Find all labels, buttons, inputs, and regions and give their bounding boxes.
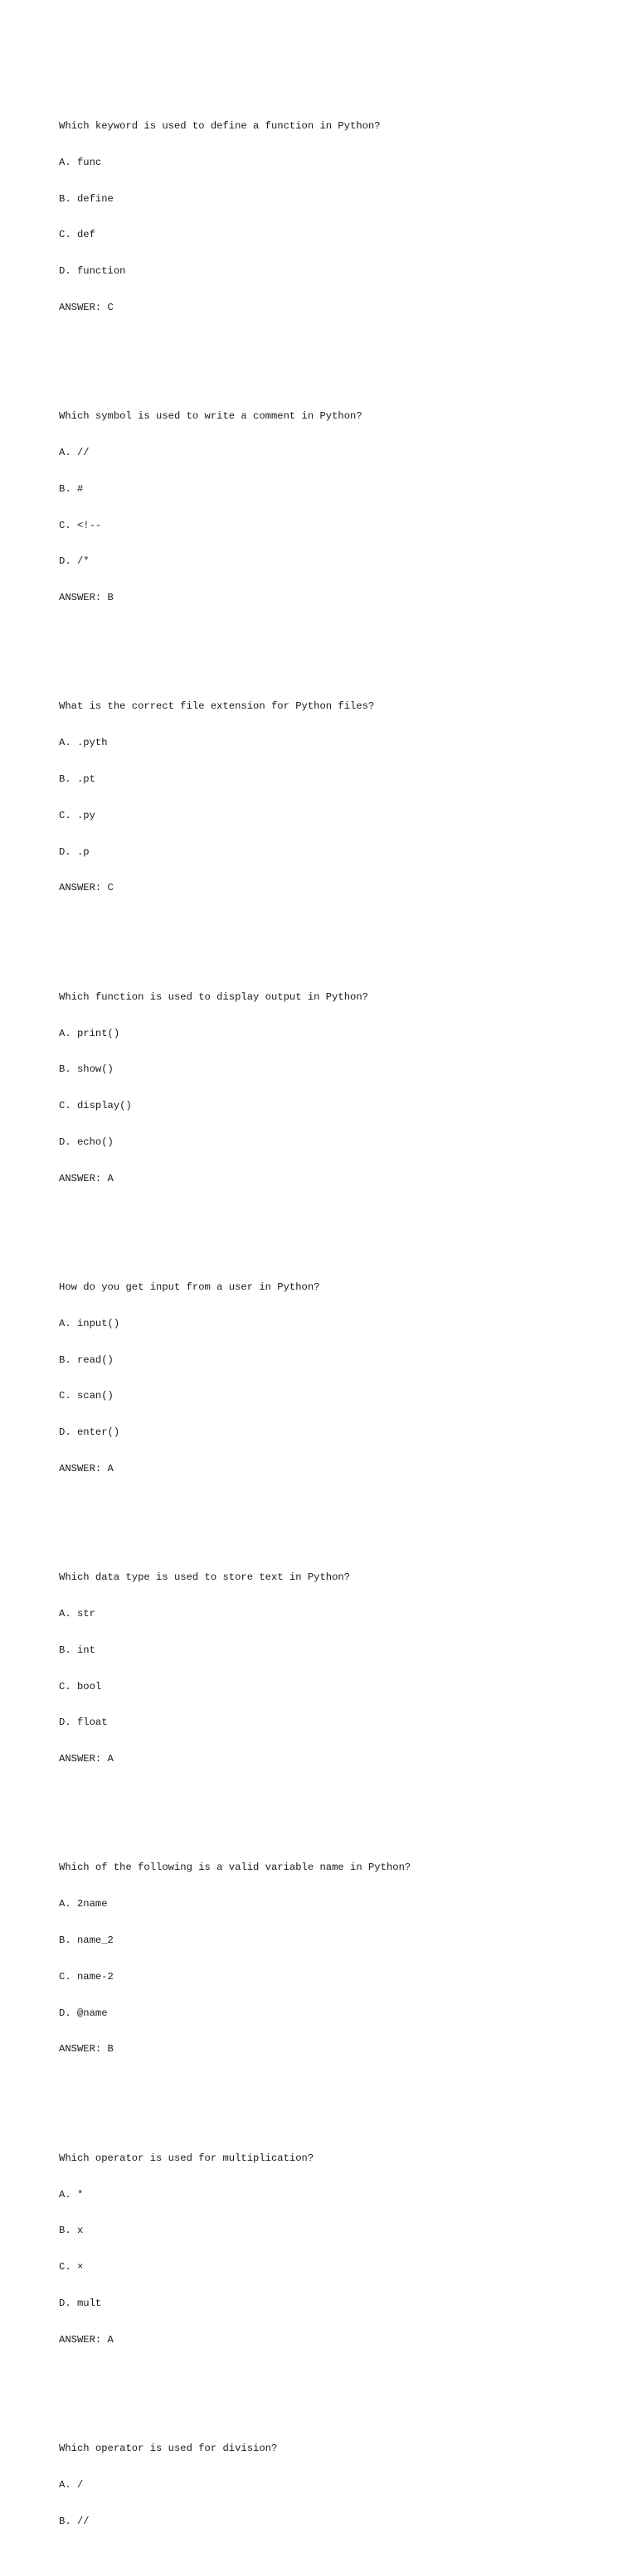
option-b: B. int <box>59 1644 95 1656</box>
option-a: A. str <box>59 1608 95 1620</box>
answer-line: ANSWER: B <box>59 2043 114 2055</box>
option-d: D. /* <box>59 555 90 568</box>
question-block <box>59 1547 606 1789</box>
question-text: Which operator is used for multiplication? <box>59 2152 314 2164</box>
answer-line: ANSWER: C <box>59 882 114 894</box>
option-d: D. function <box>59 265 126 278</box>
option-b: B. define <box>59 192 114 205</box>
answer-line: ANSWER: A <box>59 1172 114 1184</box>
option-b: B. x <box>59 2225 84 2237</box>
question-block <box>59 386 606 628</box>
option-b: B. // <box>59 2515 90 2527</box>
answer-line: ANSWER: A <box>59 1753 114 1765</box>
option-c: C. name-2 <box>59 1970 114 1983</box>
question-block <box>59 1838 606 2080</box>
answer-line: ANSWER: C <box>59 301 114 313</box>
option-c: C. × <box>59 2261 84 2273</box>
question-text: Which of the following is a valid variable name in Python? <box>59 1862 411 1874</box>
question-text: Which symbol is used to write a comment in Python? <box>59 410 362 423</box>
question-block <box>59 676 606 918</box>
option-b: B. read() <box>59 1353 114 1366</box>
option-d: D. echo() <box>59 1135 114 1148</box>
option-b: B. # <box>59 482 84 495</box>
option-a: A. // <box>59 447 90 458</box>
question-block <box>59 1257 606 1499</box>
option-b: B. show() <box>59 1063 114 1076</box>
question-text: Which function is used to display output in Python? <box>59 990 368 1003</box>
question-text: Which data type is used to store text in Python? <box>59 1571 351 1584</box>
question-text: Which keyword is used to define a function in Python? <box>59 119 381 132</box>
question-text: Which operator is used for division? <box>59 2442 278 2454</box>
question-text: How do you get input from a user in Python? <box>59 1281 320 1293</box>
option-c: C. <!-- <box>59 519 102 531</box>
question-block <box>59 2419 606 2552</box>
option-a: A. input() <box>59 1317 120 1329</box>
option-d: D. .p <box>59 845 90 858</box>
question-text: What is the correct file extension for Python files? <box>59 700 375 713</box>
option-a: A. .pyth <box>59 737 108 749</box>
question-block <box>59 96 606 338</box>
option-d: D. mult <box>59 2297 102 2309</box>
answer-line: ANSWER: B <box>59 592 114 604</box>
quiz-document <box>59 60 606 2576</box>
option-c: C. display() <box>59 1100 132 1112</box>
option-b: B. name_2 <box>59 1934 114 1947</box>
question-block <box>59 967 606 1209</box>
option-a: A. print() <box>59 1027 120 1039</box>
option-a: A. * <box>59 2188 84 2201</box>
option-d: D. float <box>59 1717 108 1729</box>
option-c: C. def <box>59 229 95 241</box>
answer-line: ANSWER: A <box>59 2333 114 2346</box>
option-a: A. func <box>59 156 102 168</box>
question-block <box>59 2128 606 2370</box>
answer-line: ANSWER: A <box>59 1462 114 1474</box>
option-d: D. enter() <box>59 1426 120 1439</box>
option-c: C. .py <box>59 809 95 821</box>
option-a: A. / <box>59 2478 84 2491</box>
option-b: B. .pt <box>59 773 95 786</box>
option-c: C. scan() <box>59 1390 114 1402</box>
option-a: A. 2name <box>59 1898 108 1910</box>
option-c: C. bool <box>59 1680 102 1692</box>
option-d: D. @name <box>59 2007 108 2019</box>
